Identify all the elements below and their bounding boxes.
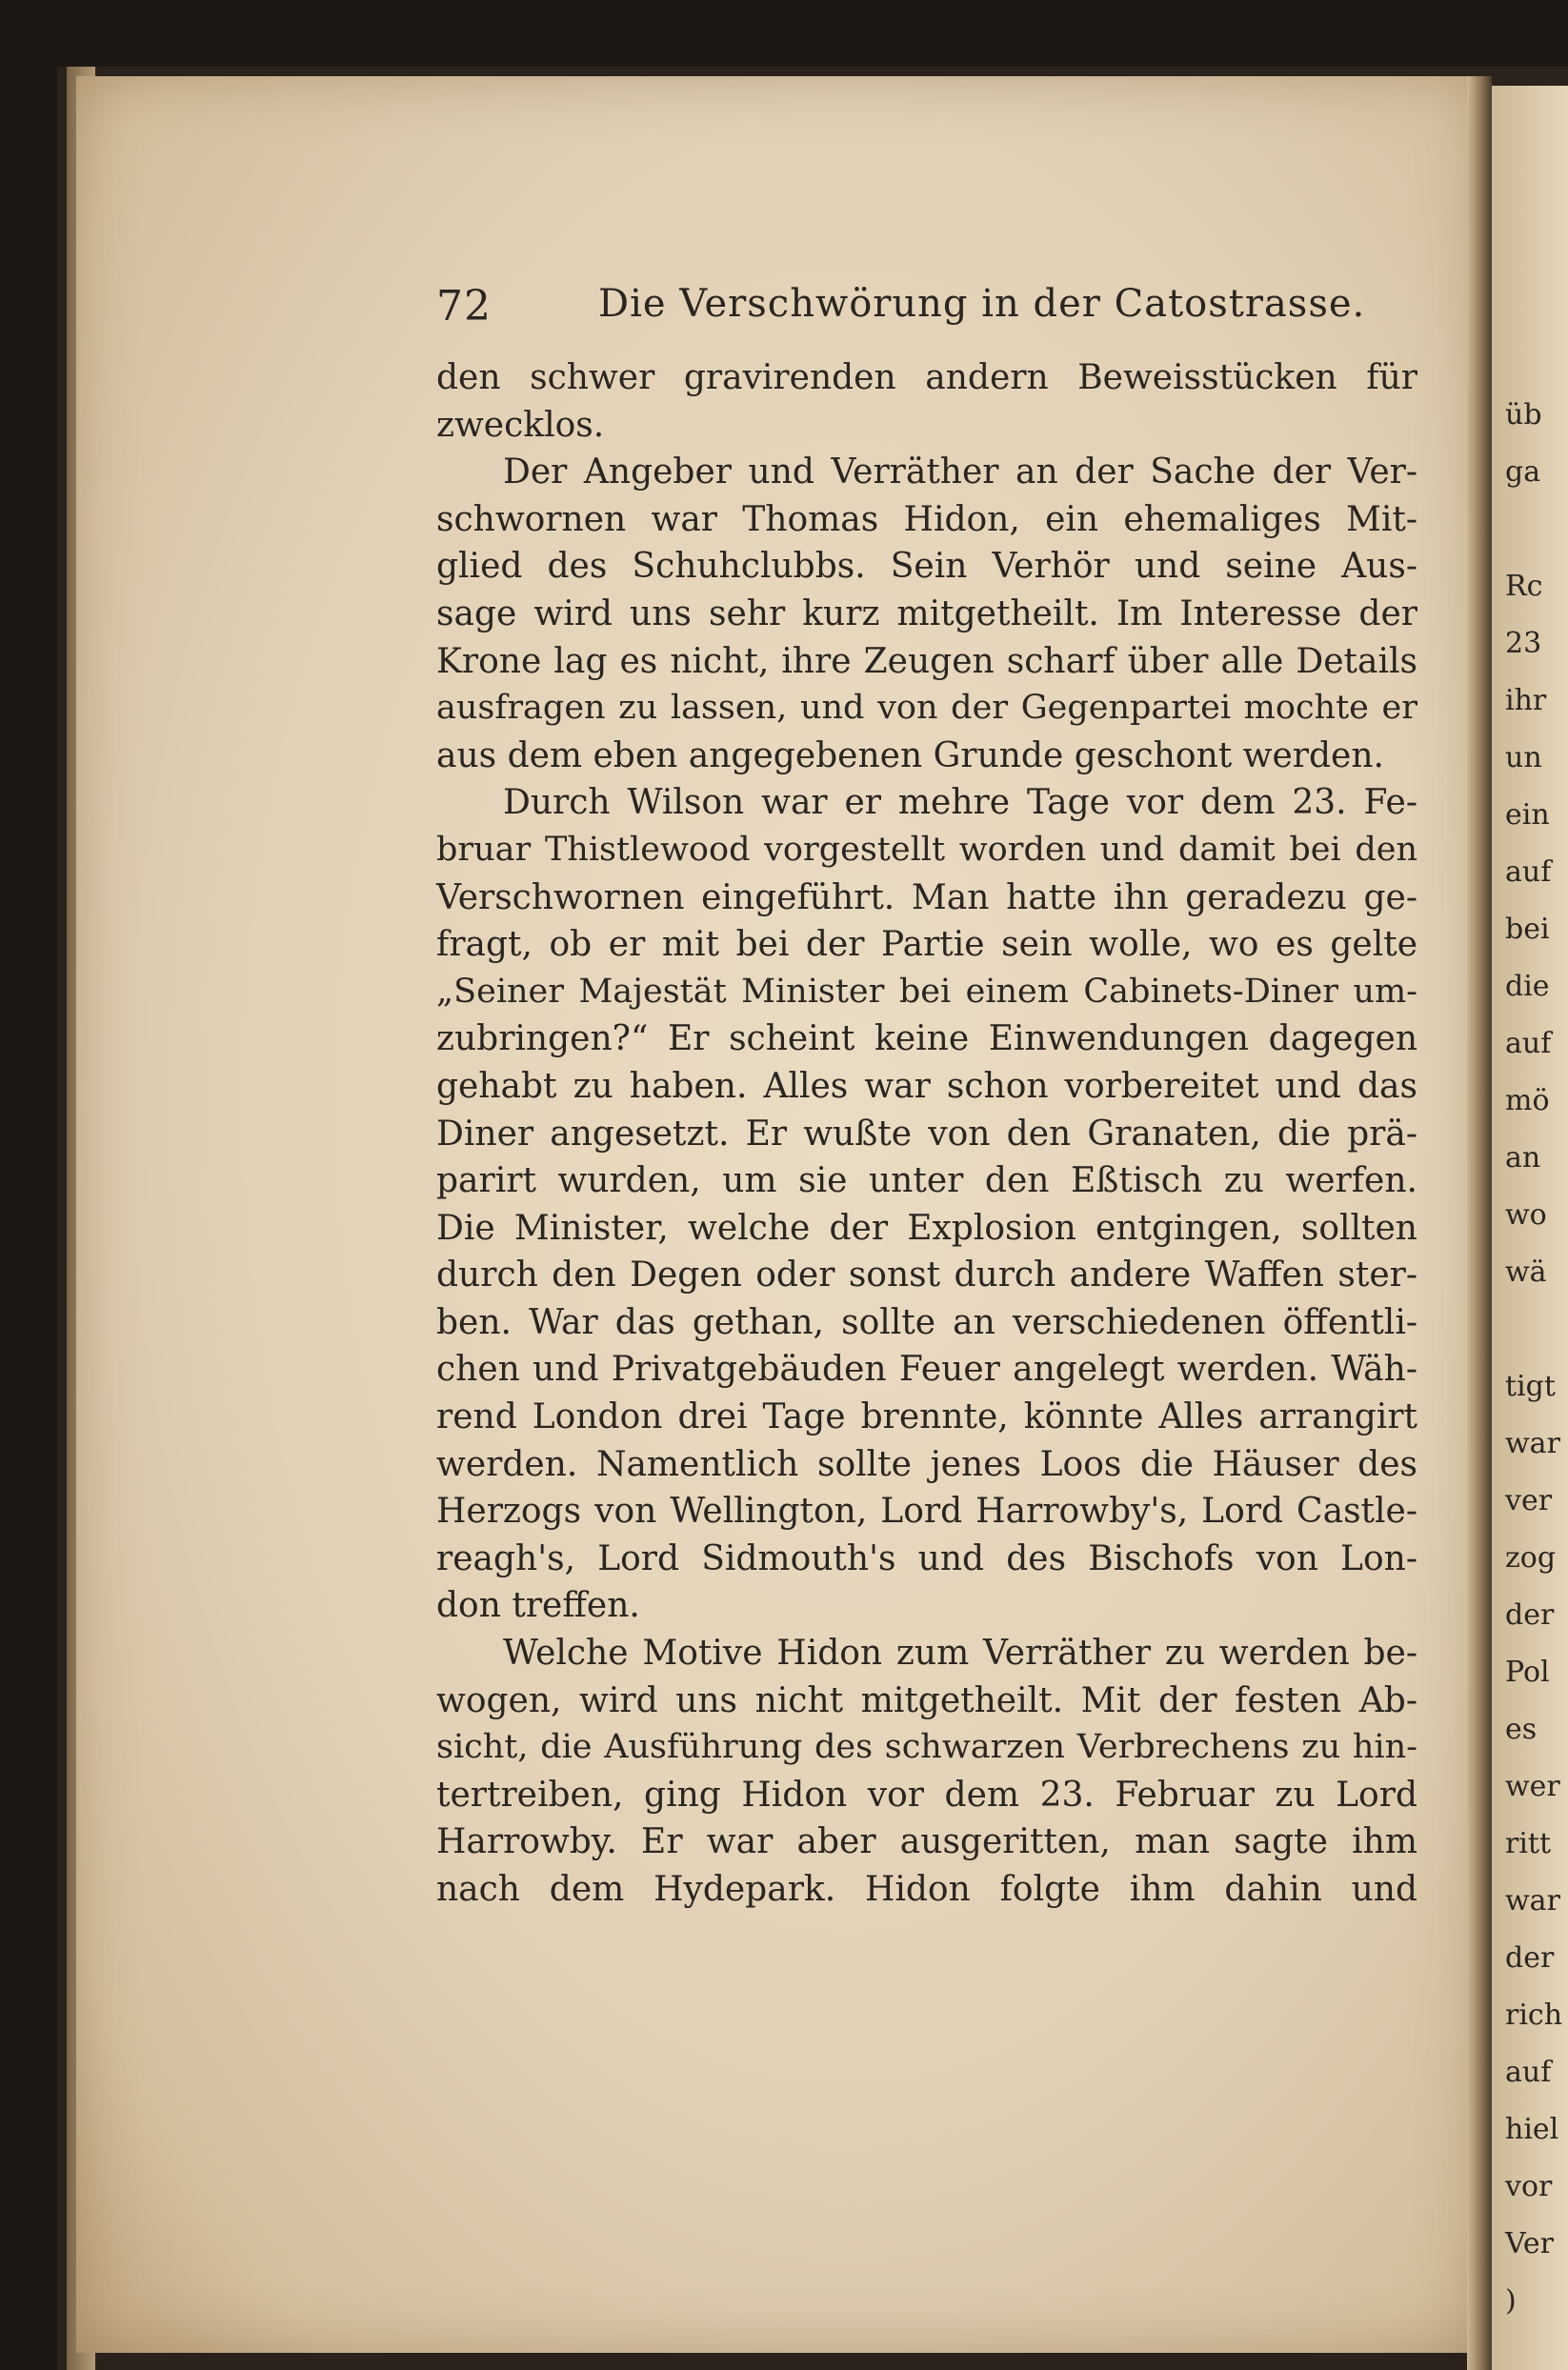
right-page-fragment: un: [1505, 741, 1542, 774]
body-text: [436, 354, 1417, 1914]
text-line: den schwer gravirenden andern Beweisstücken für: [436, 358, 1417, 397]
text-line: Krone lag es nicht, ihre Zeugen scharf über alle Details: [436, 641, 1417, 681]
text-line: sage wird uns sehr kurz mitgetheilt. Im Interesse der: [436, 593, 1417, 633]
text-line: ben. War das gethan, sollte an verschiedenen öffentli-: [436, 1302, 1417, 1342]
right-page-fragment: war: [1505, 1884, 1560, 1918]
right-page-fragment: auf: [1505, 1027, 1552, 1060]
text-line: Die Minister, welche der Explosion entgingen, sollten: [436, 1208, 1417, 1248]
right-page-fragment: zog: [1505, 1541, 1557, 1575]
right-page-fragment: rich: [1505, 1998, 1563, 2032]
right-page-fragment: bei: [1505, 913, 1550, 946]
right-page-fragment: wo: [1505, 1198, 1547, 1232]
text-line: Harrowby. Er war aber ausgeritten, man sagte ihm: [436, 1822, 1417, 1862]
text-line: aus dem eben angegebenen Grunde geschont werden.: [436, 735, 1384, 775]
text-line: parirt wurden, um sie unter den Eßtisch zu werfen.: [436, 1161, 1417, 1201]
text-line: Verschwornen eingeführt. Man hatte ihn geradezu ge-: [436, 877, 1417, 917]
right-page-fragment: Pol: [1505, 1656, 1550, 1689]
text-line: bruar Thistlewood vorgestellt worden und damit bei den: [436, 830, 1417, 869]
right-page-fragment: auf: [1505, 855, 1552, 889]
right-page: [1492, 86, 1568, 2370]
right-page-fragment: ritt: [1505, 1827, 1552, 1860]
text-line: werden. Namentlich sollte jenes Loos die Häuser des: [436, 1444, 1417, 1484]
text-line: Diner angesetzt. Er wußte von den Granaten, die prä-: [436, 1114, 1417, 1154]
text-line: fragt, ob er mit bei der Partie sein wolle, wo es gelte: [436, 925, 1417, 965]
text-line: gehabt zu haben. Alles war schon vorbereitet und das: [436, 1066, 1417, 1106]
right-page-fragment: tigt: [1505, 1370, 1556, 1403]
text-line: Durch Wilson war er mehre Tage vor dem 23. Fe-: [503, 783, 1417, 823]
right-page-fragment: [1505, 501, 1562, 558]
right-page-fragment: wer: [1505, 1770, 1560, 1803]
text-line: Herzogs von Wellington, Lord Harrowby's, Lord Castle-: [436, 1492, 1417, 1532]
text-line: wogen, wird uns nicht mitgetheilt. Mit der festen Ab-: [436, 1680, 1417, 1720]
text-line: zubringen?“ Er scheint keine Einwendungen dagegen: [436, 1019, 1417, 1059]
text-line: rend London drei Tage brennte, könnte Alles arrangirt: [436, 1397, 1417, 1437]
right-page-fragment: war: [1505, 1427, 1560, 1460]
text-line: tertreiben, ging Hidon vor dem 23. Februar zu Lord: [436, 1775, 1417, 1815]
text-line: Der Angeber und Verräther an der Sache der Ver-: [503, 452, 1417, 492]
text-line: chen und Privatgebäuden Feuer angelegt werden. Wäh-: [436, 1350, 1417, 1390]
right-page-fragment: es: [1505, 1713, 1538, 1746]
right-page-fragment: die: [1505, 970, 1550, 1003]
right-page-fragment: [1505, 1301, 1562, 1358]
chapter-title: Die Verschwörung in der Catostrasse.: [598, 282, 1366, 326]
right-page-fragment: mö: [1505, 1084, 1550, 1117]
text-line: schwornen war Thomas Hidon, ein ehemaliges Mit-: [436, 499, 1417, 539]
right-page-fragment: Rc: [1505, 570, 1543, 603]
right-page-fragment: Ver: [1505, 2227, 1555, 2260]
right-page-fragment: ): [1505, 2284, 1517, 2318]
text-line: durch den Degen oder sonst durch andere Waffen ster-: [436, 1255, 1417, 1295]
right-page-fragment: 23: [1505, 627, 1542, 660]
text-line: ausfragen zu lassen, und von der Gegenpartei mochte er: [436, 689, 1417, 728]
right-page-fragment: hiel: [1505, 2113, 1559, 2146]
right-page-fragment: ver: [1505, 1484, 1553, 1517]
text-line: reagh's, Lord Sidmouth's und des Bischofs von Lon-: [436, 1538, 1417, 1578]
text-line: zwecklos.: [436, 405, 605, 445]
right-page-fragment: der: [1505, 1941, 1555, 1975]
right-page-fragment: vor: [1505, 2170, 1553, 2203]
right-page-fragment: ihr: [1505, 684, 1547, 717]
right-page-fragment: an: [1505, 1141, 1541, 1175]
text-line: don treffen.: [436, 1586, 640, 1626]
right-page-fragment: ga: [1505, 455, 1541, 489]
text-line: Welche Motive Hidon zum Verräther zu werden be-: [503, 1634, 1417, 1674]
right-page-fragment: der: [1505, 1598, 1555, 1632]
right-page-fragment: ein: [1505, 798, 1550, 832]
text-line: „Seiner Majestät Minister bei einem Cabinets-Diner um-: [436, 972, 1417, 1011]
book-gutter: [1467, 76, 1492, 2370]
right-page-text-fragments: [1505, 387, 1562, 2330]
right-page-fragment: wä: [1505, 1255, 1547, 1289]
text-line: nach dem Hydepark. Hidon folgte ihm dahin und: [436, 1870, 1417, 1909]
right-page-fragment: üb: [1505, 398, 1542, 432]
running-head: [436, 282, 1408, 339]
right-page-fragment: auf: [1505, 2056, 1552, 2089]
text-line: sicht, die Ausführung des schwarzen Verbrechens zu hin-: [436, 1728, 1417, 1767]
text-line: glied des Schuhclubbs. Sein Verhör und seine Aus-: [436, 547, 1417, 587]
page-number: 72: [436, 282, 492, 331]
